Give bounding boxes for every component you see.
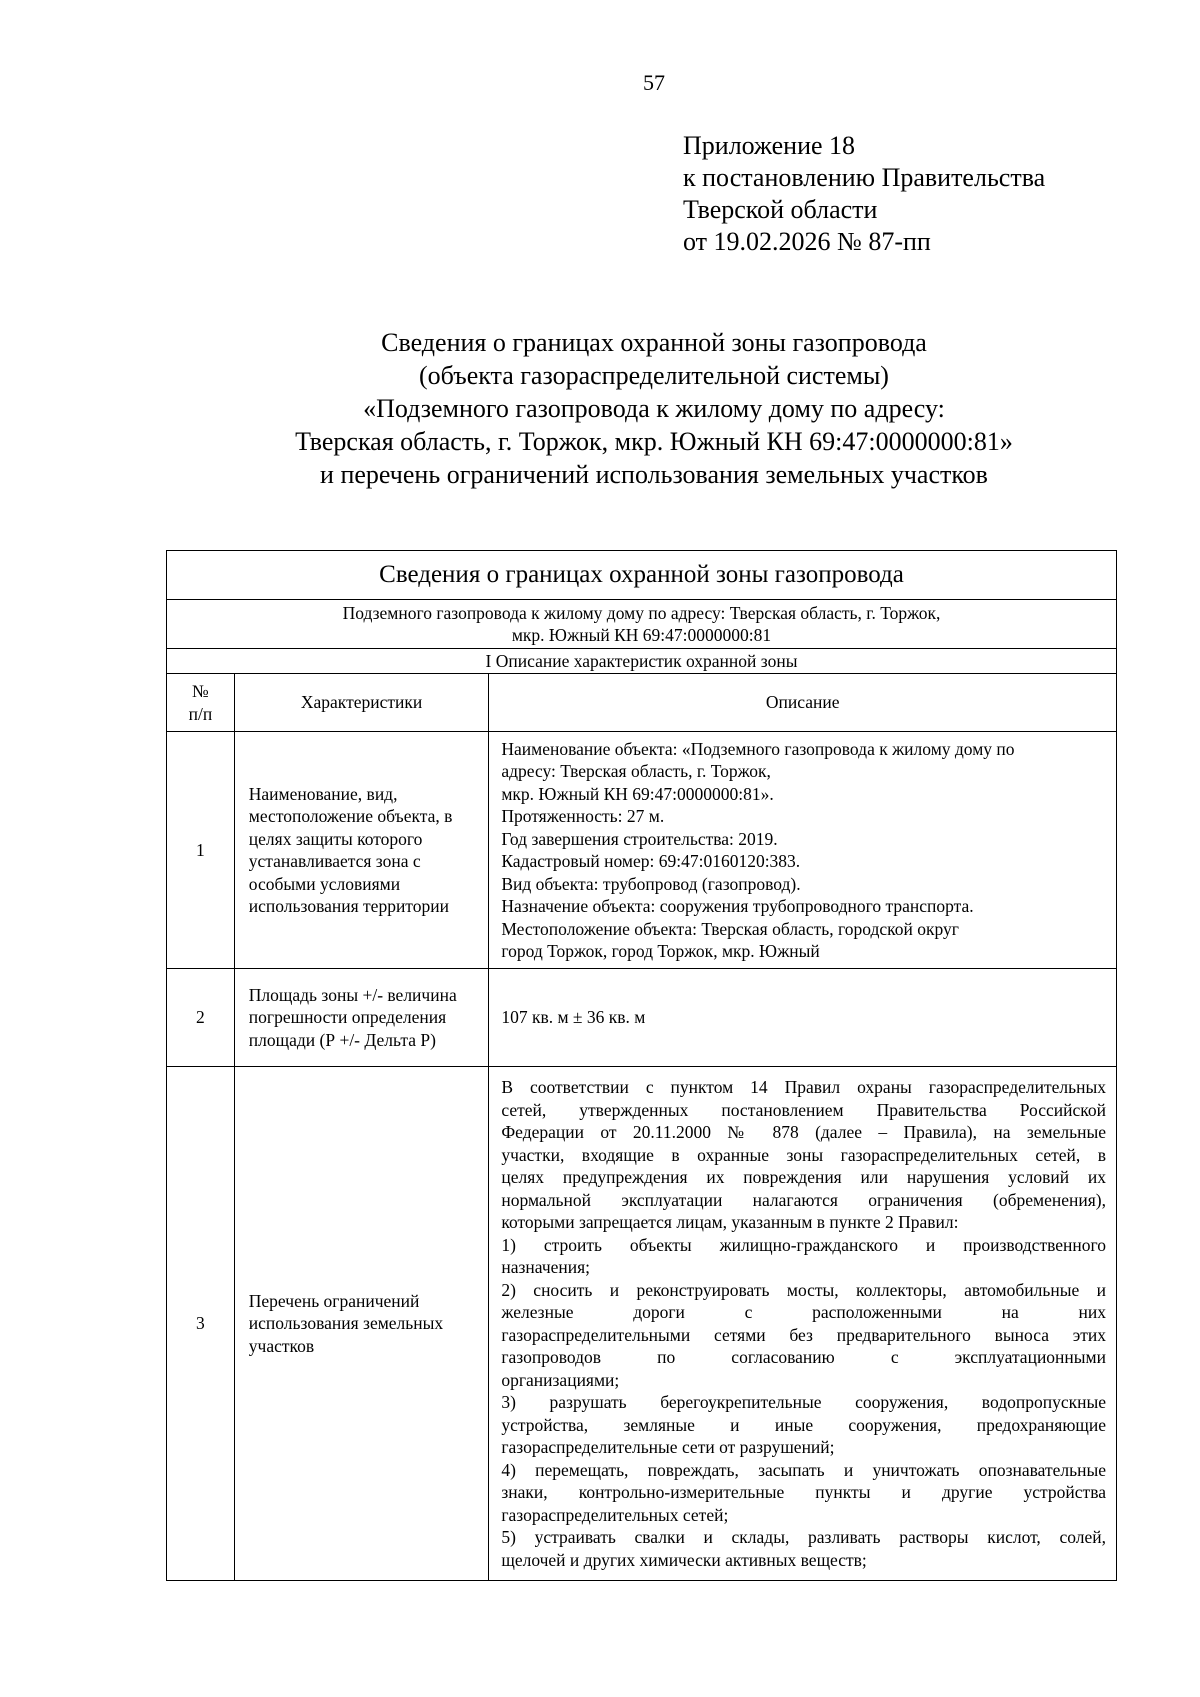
description-line: назначения; [501, 1257, 591, 1277]
description-line: Год завершения строительства: 2019. [501, 828, 778, 849]
row-number: 1 [167, 732, 235, 969]
row-characteristic: Наименование, вид, местоположение объекта, в целях защиты которого устанавливается зона с особыми условиями использования территории [234, 732, 489, 969]
title-line: и перечень ограничений использования земельных участков [320, 460, 988, 489]
description-line: газораспределительными сетями без предварительного выноса этих [501, 1324, 1106, 1345]
object-name-line: мкр. Южный КН 69:47:0000000:81 [511, 625, 772, 645]
description-line: газопроводов по согласованию с эксплуатационными [501, 1347, 1106, 1367]
description-line: Протяженность: 27 м. [501, 806, 665, 826]
description-line: 1) строить объекты жилищно-гражданского и производственного [501, 1234, 1106, 1255]
row-characteristic: Площадь зоны +/- величина погрешности определения площади (Р +/- Дельта Р) [234, 969, 489, 1067]
title-line: Тверская область, г. Торжок, мкр. Южный КН 69:47:0000000:81» [295, 427, 1013, 456]
description-line: 2) сносить и реконструировать мосты, коллекторы, автомобильные и [501, 1279, 1106, 1300]
description-line: которыми запрещается лицам, указанным в пункте 2 Правил: [501, 1212, 959, 1232]
header-num-line: № [192, 681, 209, 701]
title-line: «Подземного газопровода к жилому дому по адресу: [363, 394, 945, 423]
description-line: Назначение объекта: сооружения трубопроводного транспорта. [501, 896, 974, 916]
title-line: (объекта газораспределительной системы) [419, 361, 889, 390]
table-row [167, 732, 1117, 969]
header-num [167, 674, 235, 732]
description-line: организациями; [501, 1369, 620, 1390]
description-line: участки, входящие в охранные зоны газораспределительных сетей, в [501, 1144, 1106, 1165]
description-line: 5) устраивать свалки и склады, разливать растворы кислот, солей, [501, 1527, 1106, 1547]
description-line: В соответствии с пунктом 14 Правил охраны газораспределительных [501, 1077, 1106, 1097]
row-description [489, 969, 1117, 1067]
row-number: 2 [167, 969, 235, 1067]
description-line: Федерации от 20.11.2000 № 878 (далее – Правила), на земельные [501, 1122, 1106, 1142]
description-line: Местоположение объекта: Тверская область, городской округ [501, 918, 959, 939]
appendix-line: от 19.02.2026 № 87-пп [683, 227, 931, 256]
description-line: Наименование объекта: «Подземного газопровода к жилому дому по [501, 738, 1015, 759]
description-line: 4) перемещать, повреждать, засыпать и уничтожать опознавательные [501, 1459, 1106, 1480]
row-description [489, 732, 1117, 969]
description-line: 3) разрушать берегоукрепительные сооружения, водопропускные [501, 1392, 1106, 1412]
table-header-row [167, 674, 1117, 732]
description-line: Вид объекта: трубопровод (газопровод). [501, 873, 801, 894]
object-name-line: Подземного газопровода к жилому дому по адресу: Тверская область, г. Торжок, [342, 602, 941, 623]
table-row [167, 969, 1117, 1067]
title-line: Сведения о границах охранной зоны газопровода [381, 328, 927, 357]
zone-table [166, 550, 1117, 1581]
description-line: знаки, контрольно-измерительные пункты и другие устройства [501, 1482, 1106, 1502]
table-heading: Сведения о границах охранной зоны газопровода [167, 551, 1117, 600]
row-characteristic: Перечень ограничений использования земельных участков [234, 1067, 489, 1581]
description-line: нормальной эксплуатации налагаются ограничения (обременения), [501, 1189, 1106, 1210]
object-name-cell [167, 600, 1117, 649]
description-line: Кадастровый номер: 69:47:0160120:383. [501, 851, 801, 871]
table-row [167, 1067, 1117, 1581]
page-number: 57 [643, 70, 665, 95]
section-title: I Описание характеристик охранной зоны [167, 649, 1117, 674]
description-line: адресу: Тверская область, г. Торжок, [501, 761, 771, 781]
description-line: 107 кв. м ± 36 кв. м [501, 1007, 646, 1028]
appendix-block [683, 130, 1045, 258]
description-line: целях предупреждения их повреждения или нарушения условий их [501, 1167, 1106, 1187]
header-description: Описание [489, 674, 1117, 732]
description-line: устройства, земляные и иные сооружения, предохраняющие [501, 1414, 1106, 1435]
appendix-line: к постановлению Правительства [683, 163, 1046, 192]
description-line: город Торжок, город Торжок, мкр. Южный [501, 941, 820, 961]
document-title [0, 326, 1200, 491]
description-line: сетей, утвержденных постановлением Правительства Российской [501, 1099, 1106, 1120]
header-num-line: п/п [188, 703, 213, 724]
appendix-line: Тверской области [683, 195, 878, 224]
description-line: железные дороги с расположенными на них [501, 1302, 1106, 1322]
description-line: газораспределительные сети от разрушений; [501, 1437, 835, 1457]
header-characteristics: Характеристики [234, 674, 489, 732]
description-line: газораспределительных сетей; [501, 1504, 729, 1525]
row-number: 3 [167, 1067, 235, 1581]
appendix-line: Приложение 18 [683, 131, 856, 160]
row-description [489, 1067, 1117, 1581]
description-line: мкр. Южный КН 69:47:0000000:81». [501, 783, 774, 804]
description-line: щелочей и других химически активных веществ; [501, 1549, 867, 1570]
